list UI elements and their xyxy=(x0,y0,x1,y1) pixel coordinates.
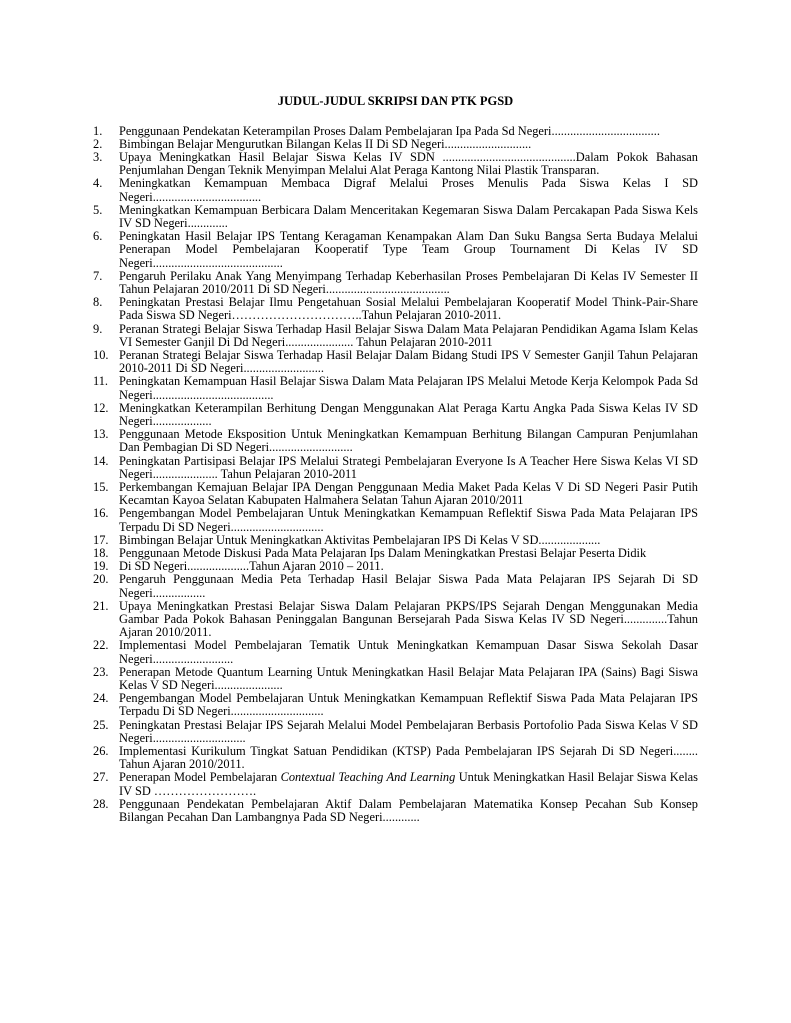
item-number: 12. xyxy=(93,400,109,415)
item-text: Peningkatan Kemampuan Hasil Belajar Siswa Dalam Mata Pelajaran IPS Melalui Metode Kerja Kelompok Pada Sd Negeri....................................... xyxy=(119,374,698,402)
thesis-title-list xyxy=(93,125,698,825)
item-text: Penggunaan Metode Eksposition Untuk Meningkatkan Kemampuan Berhitung Bilangan Campuran Penjumlahan Dan Pembagian Di SD Negeri........................... xyxy=(119,427,698,455)
item-number: 11. xyxy=(93,374,109,389)
item-number: 27. xyxy=(93,770,109,785)
item-number: 8. xyxy=(93,295,103,310)
item-number: 7. xyxy=(93,268,103,283)
item-text: Upaya Meningkatkan Prestasi Belajar Siswa Dalam Pelajaran PKPS/IPS Sejarah Dengan Menggunakan Media Gambar Pada Pokok Bahasan Peninggalan Bangunan Bersejarah Pada Siswa Kelas IV SD Negeri..............Tahun Ajaran 2010/2011. xyxy=(119,598,698,640)
list-item xyxy=(93,270,698,296)
list-item xyxy=(93,375,698,401)
list-item xyxy=(93,296,698,322)
item-number: 23. xyxy=(93,664,109,679)
item-text-after: Untuk Meningkatkan Hasil Belajar Siswa Kelas IV SD ……………………. xyxy=(119,770,698,798)
item-number: 5. xyxy=(93,202,103,217)
item-number: 26. xyxy=(93,744,109,759)
item-text: Peranan Strategi Belajar Siswa Terhadap Hasil Belajar Dalam Bidang Studi IPS V Semester Ganjil Tahun Pelajaran 2010-2011 Di SD Negeri.......................... xyxy=(119,347,698,376)
list-item xyxy=(93,481,698,507)
list-item xyxy=(93,745,698,771)
item-text: Meningkatkan Kemampuan Berbicara Dalam Menceritakan Kegemaran Siswa Dalam Percakapan Pada Siswa Kels IV SD Negeri............. xyxy=(119,202,698,230)
item-number: 20. xyxy=(93,572,109,587)
item-text: Penerapan Metode Quantum Learning Untuk Meningkatkan Hasil Belajar Mata Pelajaran IPA (Sains) Bagi Siswa Kelas V SD Negeri...................... xyxy=(119,664,698,693)
item-text: Di SD Negeri....................Tahun Ajaran 2010 – 2011. xyxy=(119,559,384,574)
item-text: Peningkatan Partisipasi Belajar IPS Melalui Strategi Pembelajaran Everyone Is A Teacher Here Siswa Kelas VI SD Negeri..................... Tahun Pelajaran 2010-2011 xyxy=(119,453,698,481)
list-item xyxy=(93,402,698,428)
item-text: Implementasi Kurikulum Tingkat Satuan Pendidikan (KTSP) Pada Pembelajaran IPS Sejarah Di SD Negeri........ Tahun Ajaran 2010/2011. xyxy=(119,744,698,772)
item-number: 25. xyxy=(93,717,109,732)
list-item xyxy=(93,230,698,270)
item-text: Upaya Meningkatkan Hasil Belajar Siswa Kelas IV SDN ...........................................Dalam Pokok Bahasan Penjumlahan Dengan Teknik Menyimpan Melalui Alat Peraga Kantong Nilai Plastik Transparan. xyxy=(119,149,698,178)
list-item xyxy=(93,719,698,745)
item-number: 14. xyxy=(93,453,109,468)
list-item xyxy=(93,639,698,665)
list-item xyxy=(93,573,698,599)
item-number: 18. xyxy=(93,546,109,560)
item-number: 15. xyxy=(93,479,109,494)
item-number: 21. xyxy=(93,598,109,613)
item-number: 10. xyxy=(93,347,109,362)
item-number: 19. xyxy=(93,559,109,574)
item-text: Pengaruh Perilaku Anak Yang Menyimpang Terhadap Keberhasilan Proses Pembelajaran Di Kelas IV Semester II Tahun Pelajaran 2010/2011 Di SD Negeri........................................ xyxy=(119,268,698,296)
list-item xyxy=(93,349,698,375)
item-text: Implementasi Model Pembelajaran Tematik Untuk Meningkatkan Kemampuan Dasar Siswa Sekolah Dasar Negeri.......................... xyxy=(119,638,698,666)
item-number: 9. xyxy=(93,321,103,336)
item-text xyxy=(119,771,698,797)
item-number: 24. xyxy=(93,691,109,706)
item-text-before: Penerapan Model Pembelajaran xyxy=(119,770,281,785)
item-number: 16. xyxy=(93,506,109,521)
item-text: Penggunaan Pendekatan Keterampilan Proses Dalam Pembelajaran Ipa Pada Sd Negeri................................... xyxy=(119,123,660,138)
item-text: Pengaruh Penggunaan Media Peta Terhadap Hasil Belajar Siswa Pada Mata Pelajaran IPS Sejarah Di SD Negeri................. xyxy=(119,572,698,600)
item-text: Pengembangan Model Pembelajaran Untuk Meningkatkan Kemampuan Reflektif Siswa Pada Mata Pelajaran IPS Terpadu Di SD Negeri.............................. xyxy=(119,506,698,534)
item-text: Pengembangan Model Pembelajaran Untuk Meningkatkan Kemampuan Reflektif Siswa Pada Mata Pelajaran IPS Terpadu Di SD Negeri.............................. xyxy=(119,691,698,719)
item-number: 22. xyxy=(93,638,109,653)
item-number: 6. xyxy=(93,229,103,244)
list-item xyxy=(93,204,698,230)
item-text: Peranan Strategi Belajar Siswa Terhadap Hasil Belajar Siswa Dalam Mata Pelajaran Pendidikan Agama Islam Kelas VI Semester Ganjil Di Dd Negeri...................... Tahun Pelajaran 2010-2011 xyxy=(119,321,698,349)
list-item xyxy=(93,177,698,203)
list-item xyxy=(93,151,698,177)
item-number: 1. xyxy=(93,123,103,138)
item-number: 3. xyxy=(93,149,103,164)
item-text: Penggunaan Metode Diskusi Pada Mata Pelajaran Ips Dalam Meningkatkan Prestasi Belajar Peserta Didik xyxy=(119,546,647,560)
item-text: Peningkatan Prestasi Belajar IPS Sejarah Melalui Model Pembelajaran Berbasis Portofolio Pada Siswa Kelas V SD Negeri.............................. xyxy=(119,717,698,745)
item-number: 2. xyxy=(93,136,103,151)
item-text: Penggunaan Pendekatan Pembelajaran Aktif Dalam Pembelajaran Matematika Konsep Pecahan Sub Konsep Bilangan Pecahan Dan Lambangnya Pada SD Negeri............ xyxy=(119,796,698,825)
item-number: 13. xyxy=(93,427,109,442)
item-number: 28. xyxy=(93,796,109,811)
item-text: Meningkatkan Keterampilan Berhitung Dengan Menggunakan Alat Peraga Kartu Angka Pada Siswa Kelas IV SD Negeri................... xyxy=(119,400,698,428)
list-item xyxy=(93,771,698,797)
list-item xyxy=(93,507,698,533)
item-text: Peningkatan Hasil Belajar IPS Tentang Keragaman Kenampakan Alam Dan Suku Bangsa Serta Budaya Melalui Penerapan Model Pembelajaran Kooperatif Type Team Group Tournament Di Kelas IV SD Negeri.......................................... xyxy=(119,229,698,270)
list-item xyxy=(93,666,698,692)
item-text: Bimbingan Belajar Untuk Meningkatkan Aktivitas Pembelajaran IPS Di Kelas V SD.................... xyxy=(119,532,601,547)
list-item xyxy=(93,600,698,640)
item-text: Perkembangan Kemajuan Belajar IPA Dengan Penggunaan Media Maket Pada Kelas V Di SD Negeri Pasir Putih Kecamtan Kayoa Selatan Kabupaten Halmahera Selatan Tahun Ajaran 2010/2011 xyxy=(119,479,698,508)
item-number: 17. xyxy=(93,532,109,547)
list-item xyxy=(93,428,698,454)
list-item xyxy=(93,798,698,824)
item-text: Meningkatkan Kemampuan Membaca Digraf Melalui Proses Menulis Pada Siswa Kelas I SD Negeri................................... xyxy=(119,176,698,204)
item-number: 4. xyxy=(93,176,103,191)
item-text: Peningkatan Prestasi Belajar Ilmu Pengetahuan Sosial Melalui Pembelajaran Kooperatif Model Think-Pair-Share Pada Siswa SD Negeri…………………………..Tahun Pelajaran 2010-2011. xyxy=(119,295,698,323)
list-item xyxy=(93,455,698,481)
list-item xyxy=(93,138,698,151)
document-title: JUDUL-JUDUL SKRIPSI DAN PTK PGSD xyxy=(277,94,514,108)
item-text-italic: Contextual Teaching And Learning xyxy=(280,770,456,785)
list-item xyxy=(93,125,698,138)
list-item xyxy=(93,692,698,718)
item-text: Bimbingan Belajar Mengurutkan Bilangan Kelas II Di SD Negeri............................ xyxy=(119,136,532,151)
list-item xyxy=(93,323,698,349)
